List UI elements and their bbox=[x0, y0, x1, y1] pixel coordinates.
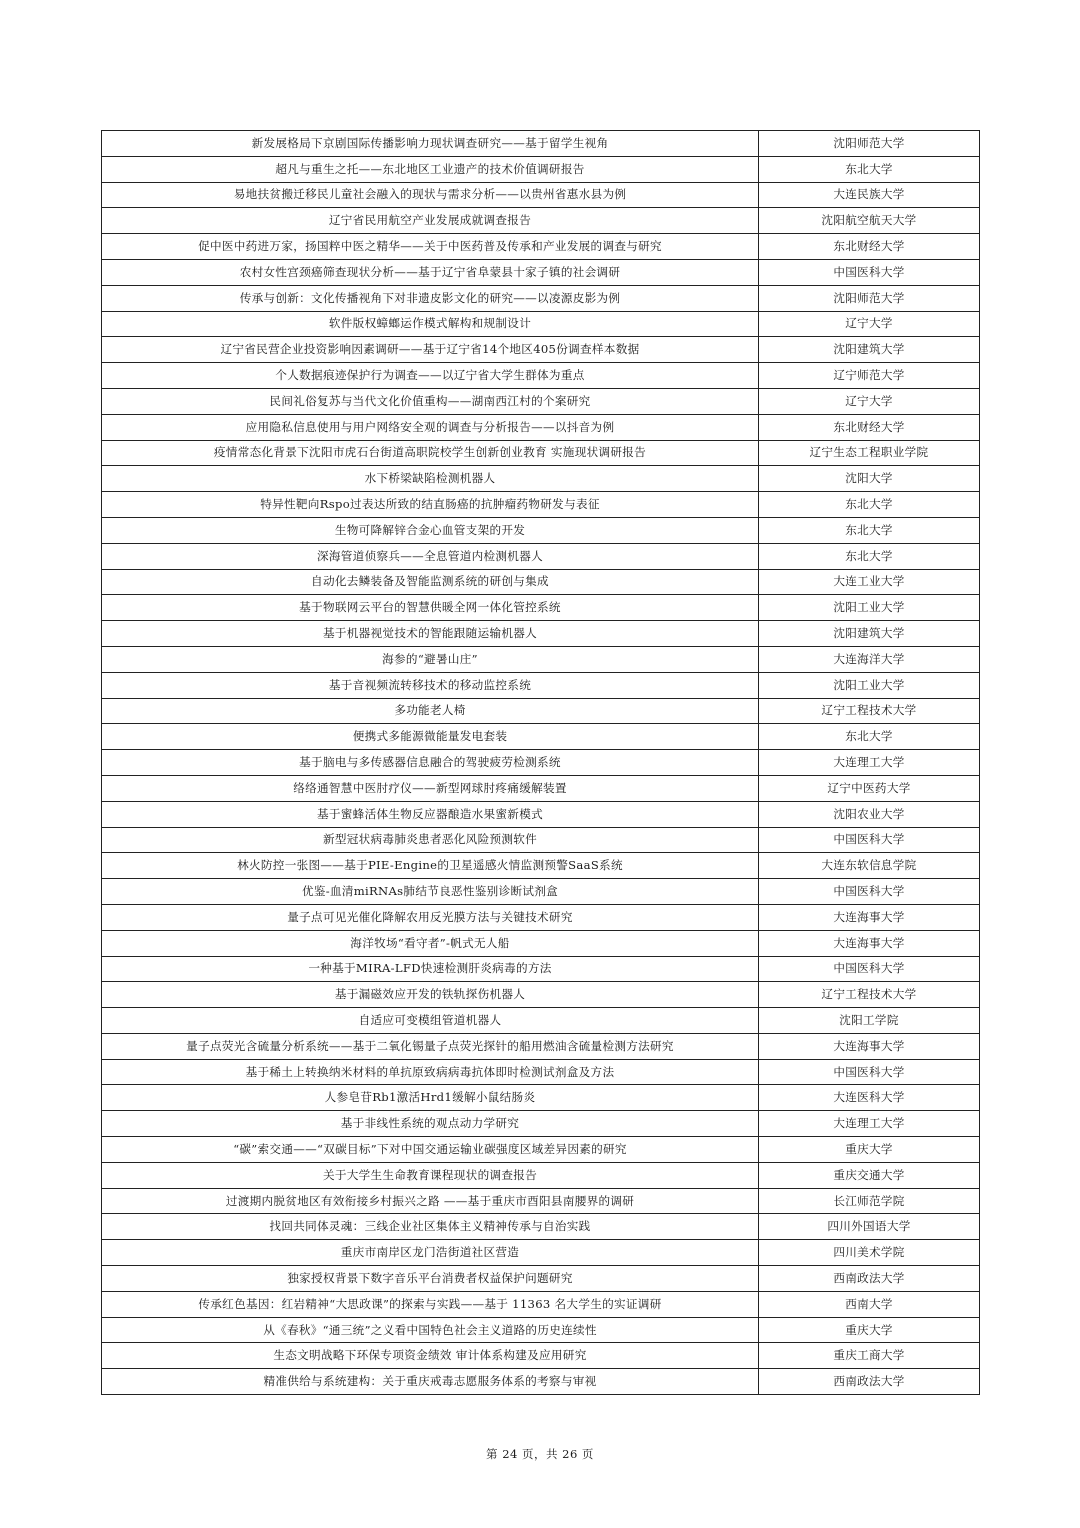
table-row bbox=[102, 724, 980, 750]
table-row bbox=[102, 853, 980, 879]
school-name-cell: 辽宁中医药大学 bbox=[759, 775, 980, 801]
school-name-cell: 沈阳建筑大学 bbox=[759, 337, 980, 363]
table-row bbox=[102, 930, 980, 956]
project-title-cell: 找回共同体灵魂：三线企业社区集体主义精神传承与自治实践 bbox=[102, 1214, 759, 1240]
table-row bbox=[102, 621, 980, 647]
school-name-cell: 四川外国语大学 bbox=[759, 1214, 980, 1240]
project-title-cell: 基于物联网云平台的智慧供暖全网一体化管控系统 bbox=[102, 595, 759, 621]
table-row bbox=[102, 1111, 980, 1137]
project-title-cell: “碳”索交通——“双碳目标”下对中国交通运输业碳强度区域差异因素的研究 bbox=[102, 1137, 759, 1163]
table-row bbox=[102, 492, 980, 518]
school-name-cell: 中国医科大学 bbox=[759, 1059, 980, 1085]
project-title-cell: 软件版权蟑螂运作模式解构和规制设计 bbox=[102, 311, 759, 337]
table-row bbox=[102, 182, 980, 208]
table-row bbox=[102, 1008, 980, 1034]
project-title-cell: 基于漏磁效应开发的铁轨探伤机器人 bbox=[102, 982, 759, 1008]
table-row bbox=[102, 750, 980, 776]
school-name-cell: 大连工业大学 bbox=[759, 569, 980, 595]
table-row bbox=[102, 956, 980, 982]
table-row bbox=[102, 1162, 980, 1188]
table-row bbox=[102, 1369, 980, 1395]
table-row bbox=[102, 646, 980, 672]
school-name-cell: 东北财经大学 bbox=[759, 234, 980, 260]
school-name-cell: 大连理工大学 bbox=[759, 1111, 980, 1137]
table-row bbox=[102, 208, 980, 234]
school-name-cell: 沈阳航空航天大学 bbox=[759, 208, 980, 234]
project-title-cell: 海参的“避暑山庄” bbox=[102, 646, 759, 672]
project-title-cell: 辽宁省民营企业投资影响因素调研——基于辽宁省14个地区405份调查样本数据 bbox=[102, 337, 759, 363]
table-row bbox=[102, 1137, 980, 1163]
school-name-cell: 长江师范学院 bbox=[759, 1188, 980, 1214]
project-title-cell: 多功能老人椅 bbox=[102, 698, 759, 724]
table-row bbox=[102, 904, 980, 930]
project-title-cell: 便携式多能源微能量发电套装 bbox=[102, 724, 759, 750]
school-name-cell: 中国医科大学 bbox=[759, 956, 980, 982]
table-row bbox=[102, 259, 980, 285]
table-row bbox=[102, 311, 980, 337]
school-name-cell: 沈阳师范大学 bbox=[759, 285, 980, 311]
school-name-cell: 东北大学 bbox=[759, 543, 980, 569]
project-title-cell: 重庆市南岸区龙门浩街道社区营造 bbox=[102, 1240, 759, 1266]
project-title-cell: 深海管道侦察兵——全息管道内检测机器人 bbox=[102, 543, 759, 569]
table-row bbox=[102, 1240, 980, 1266]
project-title-cell: 人参皂苷Rb1激活Hrd1缓解小鼠结肠炎 bbox=[102, 1085, 759, 1111]
project-title-cell: 传承与创新：文化传播视角下对非遗皮影文化的研究——以凌源皮影为例 bbox=[102, 285, 759, 311]
table-row bbox=[102, 285, 980, 311]
table-row bbox=[102, 698, 980, 724]
school-name-cell: 大连东软信息学院 bbox=[759, 853, 980, 879]
school-name-cell: 沈阳大学 bbox=[759, 466, 980, 492]
project-title-cell: 超凡与重生之托——东北地区工业遗产的技术价值调研报告 bbox=[102, 156, 759, 182]
school-name-cell: 沈阳工业大学 bbox=[759, 595, 980, 621]
school-name-cell: 东北大学 bbox=[759, 156, 980, 182]
project-title-cell: 民间礼俗复苏与当代文化价值重构——湖南西江村的个案研究 bbox=[102, 388, 759, 414]
project-title-cell: 从《春秋》“通三统”之义看中国特色社会主义道路的历史连续性 bbox=[102, 1317, 759, 1343]
project-title-cell: 应用隐私信息使用与用户网络安全观的调查与分析报告——以抖音为例 bbox=[102, 414, 759, 440]
project-title-cell: 新发展格局下京剧国际传播影响力现状调查研究——基于留学生视角 bbox=[102, 131, 759, 157]
school-name-cell: 沈阳农业大学 bbox=[759, 801, 980, 827]
project-title-cell: 新型冠状病毒肺炎患者恶化风险预测软件 bbox=[102, 827, 759, 853]
table-row bbox=[102, 982, 980, 1008]
page-footer: 第 24 页，共 26 页 bbox=[486, 1447, 594, 1461]
school-name-cell: 沈阳师范大学 bbox=[759, 131, 980, 157]
table-row bbox=[102, 801, 980, 827]
school-name-cell: 大连医科大学 bbox=[759, 1085, 980, 1111]
school-name-cell: 西南政法大学 bbox=[759, 1266, 980, 1292]
school-name-cell: 大连海事大学 bbox=[759, 1033, 980, 1059]
table-row bbox=[102, 672, 980, 698]
table-row bbox=[102, 879, 980, 905]
school-name-cell: 重庆大学 bbox=[759, 1137, 980, 1163]
project-title-cell: 一种基于MIRA-LFD快速检测肝炎病毒的方法 bbox=[102, 956, 759, 982]
table-row bbox=[102, 1317, 980, 1343]
project-title-cell: 络络通智慧中医肘疗仪——新型网球肘疼痛缓解装置 bbox=[102, 775, 759, 801]
school-name-cell: 辽宁大学 bbox=[759, 388, 980, 414]
project-title-cell: 个人数据痕迹保护行为调查——以辽宁省大学生群体为重点 bbox=[102, 363, 759, 389]
project-title-cell: 基于音视频流转移技术的移动监控系统 bbox=[102, 672, 759, 698]
table-row bbox=[102, 388, 980, 414]
school-name-cell: 大连海洋大学 bbox=[759, 646, 980, 672]
project-title-cell: 传承红色基因：红岩精神“大思政课”的探索与实践——基于 11363 名大学生的实证调研 bbox=[102, 1291, 759, 1317]
project-title-cell: 基于机器视觉技术的智能跟随运输机器人 bbox=[102, 621, 759, 647]
table-row bbox=[102, 517, 980, 543]
school-name-cell: 辽宁大学 bbox=[759, 311, 980, 337]
table-row bbox=[102, 466, 980, 492]
table-row bbox=[102, 131, 980, 157]
school-name-cell: 中国医科大学 bbox=[759, 879, 980, 905]
project-title-cell: 过渡期内脱贫地区有效衔接乡村振兴之路 ——基于重庆市酉阳县南腰界的调研 bbox=[102, 1188, 759, 1214]
school-name-cell: 辽宁工程技术大学 bbox=[759, 982, 980, 1008]
school-name-cell: 四川美术学院 bbox=[759, 1240, 980, 1266]
school-name-cell: 沈阳工学院 bbox=[759, 1008, 980, 1034]
project-title-cell: 关于大学生生命教育课程现状的调查报告 bbox=[102, 1162, 759, 1188]
award-list-body bbox=[102, 131, 980, 1395]
project-title-cell: 水下桥梁缺陷检测机器人 bbox=[102, 466, 759, 492]
table-row bbox=[102, 1085, 980, 1111]
project-title-cell: 生物可降解锌合金心血管支架的开发 bbox=[102, 517, 759, 543]
project-title-cell: 优鉴-血清miRNAs肺结节良恶性鉴别诊断试剂盒 bbox=[102, 879, 759, 905]
school-name-cell: 东北大学 bbox=[759, 492, 980, 518]
project-title-cell: 基于脑电与多传感器信息融合的驾驶疲劳检测系统 bbox=[102, 750, 759, 776]
project-title-cell: 自动化去鳞装备及智能监测系统的研创与集成 bbox=[102, 569, 759, 595]
project-title-cell: 基于非线性系统的观点动力学研究 bbox=[102, 1111, 759, 1137]
school-name-cell: 辽宁工程技术大学 bbox=[759, 698, 980, 724]
award-list-table bbox=[101, 130, 980, 1395]
project-title-cell: 易地扶贫搬迁移民儿童社会融入的现状与需求分析——以贵州省惠水县为例 bbox=[102, 182, 759, 208]
project-title-cell: 精准供给与系统建构：关于重庆戒毒志愿服务体系的考察与审视 bbox=[102, 1369, 759, 1395]
school-name-cell: 东北大学 bbox=[759, 724, 980, 750]
school-name-cell: 重庆大学 bbox=[759, 1317, 980, 1343]
project-title-cell: 林火防控一张图——基于PIE-Engine的卫星遥感火情监测预警SaaS系统 bbox=[102, 853, 759, 879]
school-name-cell: 沈阳工业大学 bbox=[759, 672, 980, 698]
table-row bbox=[102, 1291, 980, 1317]
table-row bbox=[102, 1188, 980, 1214]
table-row bbox=[102, 775, 980, 801]
table-row bbox=[102, 595, 980, 621]
table-row bbox=[102, 1214, 980, 1240]
school-name-cell: 辽宁生态工程职业学院 bbox=[759, 440, 980, 466]
school-name-cell: 辽宁师范大学 bbox=[759, 363, 980, 389]
project-title-cell: 基于蜜蜂活体生物反应器酿造水果蜜新模式 bbox=[102, 801, 759, 827]
table-row bbox=[102, 827, 980, 853]
table-row bbox=[102, 1033, 980, 1059]
school-name-cell: 东北财经大学 bbox=[759, 414, 980, 440]
project-title-cell: 促中医中药进万家，扬国粹中医之精华——关于中医药普及传承和产业发展的调查与研究 bbox=[102, 234, 759, 260]
project-title-cell: 特异性靶向Rspo过表达所致的结直肠癌的抗肿瘤药物研发与表征 bbox=[102, 492, 759, 518]
school-name-cell: 东北大学 bbox=[759, 517, 980, 543]
project-title-cell: 量子点荧光含硫量分析系统——基于二氧化锡量子点荧光探针的船用燃油含硫量检测方法研究 bbox=[102, 1033, 759, 1059]
table-row bbox=[102, 1266, 980, 1292]
table-row bbox=[102, 156, 980, 182]
school-name-cell: 大连民族大学 bbox=[759, 182, 980, 208]
table-row bbox=[102, 337, 980, 363]
project-title-cell: 海洋牧场“看守者”-帆式无人船 bbox=[102, 930, 759, 956]
project-title-cell: 基于稀土上转换纳米材料的单抗原致病病毒抗体即时检测试剂盒及方法 bbox=[102, 1059, 759, 1085]
table-row bbox=[102, 1343, 980, 1369]
school-name-cell: 重庆工商大学 bbox=[759, 1343, 980, 1369]
project-title-cell: 疫情常态化背景下沈阳市虎石台街道高职院校学生创新创业教育 实施现状调研报告 bbox=[102, 440, 759, 466]
school-name-cell: 西南大学 bbox=[759, 1291, 980, 1317]
school-name-cell: 大连海事大学 bbox=[759, 904, 980, 930]
school-name-cell: 中国医科大学 bbox=[759, 827, 980, 853]
school-name-cell: 中国医科大学 bbox=[759, 259, 980, 285]
table-row bbox=[102, 1059, 980, 1085]
school-name-cell: 重庆交通大学 bbox=[759, 1162, 980, 1188]
table-row bbox=[102, 440, 980, 466]
project-title-cell: 量子点可见光催化降解农用反光膜方法与关键技术研究 bbox=[102, 904, 759, 930]
school-name-cell: 大连理工大学 bbox=[759, 750, 980, 776]
table-row bbox=[102, 234, 980, 260]
table-row bbox=[102, 543, 980, 569]
project-title-cell: 自适应可变模组管道机器人 bbox=[102, 1008, 759, 1034]
project-title-cell: 辽宁省民用航空产业发展成就调查报告 bbox=[102, 208, 759, 234]
school-name-cell: 沈阳建筑大学 bbox=[759, 621, 980, 647]
table-row bbox=[102, 363, 980, 389]
project-title-cell: 生态文明战略下环保专项资金绩效 审计体系构建及应用研究 bbox=[102, 1343, 759, 1369]
project-title-cell: 农村女性宫颈癌筛查现状分析——基于辽宁省阜蒙县十家子镇的社会调研 bbox=[102, 259, 759, 285]
project-title-cell: 独家授权背景下数字音乐平台消费者权益保护问题研究 bbox=[102, 1266, 759, 1292]
school-name-cell: 大连海事大学 bbox=[759, 930, 980, 956]
table-row bbox=[102, 569, 980, 595]
table-row bbox=[102, 414, 980, 440]
school-name-cell: 西南政法大学 bbox=[759, 1369, 980, 1395]
